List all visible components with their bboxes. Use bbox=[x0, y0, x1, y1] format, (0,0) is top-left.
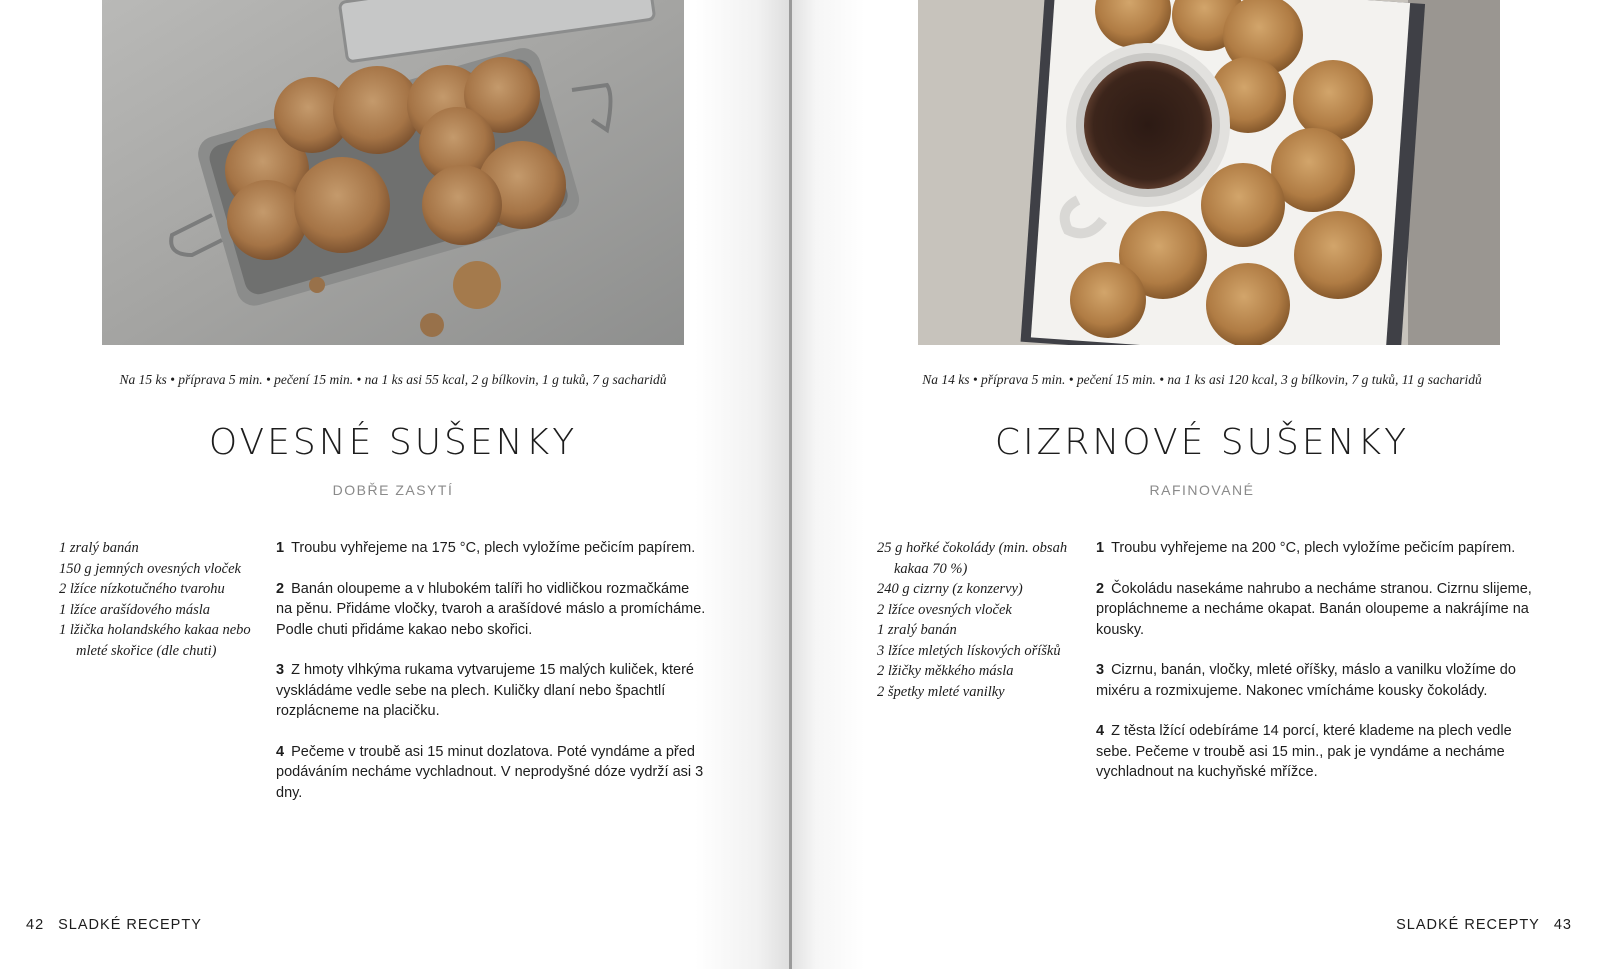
page-footer bbox=[26, 917, 202, 933]
page-number: 43 bbox=[1553, 917, 1572, 933]
ingredient-item: 1 zralý banán bbox=[59, 540, 139, 556]
ingredient-item: 1 zralý banán bbox=[877, 622, 957, 638]
ingredient-item: 240 g cizrny (z konzervy) bbox=[877, 581, 1023, 597]
ingredient-list bbox=[59, 538, 259, 661]
ingredient-item: 2 lžíce nízkotučného tvarohu bbox=[59, 581, 225, 597]
step-item bbox=[276, 742, 706, 804]
recipe-subtitle: RAFINOVANÉ bbox=[1149, 482, 1255, 498]
step-item bbox=[1096, 721, 1538, 783]
recipe-title: OVESNÉ SUŠENKY bbox=[208, 422, 578, 463]
recipe-meta: Na 15 ks • příprava 5 min. • pečení 15 min. • na 1 ks asi 55 kcal, 2 g bílkovin, 1 g tuků, 7 g sacharidů bbox=[119, 372, 667, 387]
ingredient-item: 2 lžičky měkkého másla bbox=[877, 663, 1014, 679]
recipe-title: CIZRNOVÉ SUŠENKY bbox=[994, 422, 1410, 463]
ingredient-item: 3 lžíce mletých lískových oříšků bbox=[877, 642, 1061, 659]
ingredient-item: 1 lžička holandského kakaa nebo mleté skořice (dle chuti) bbox=[59, 622, 251, 659]
step-item bbox=[1096, 538, 1538, 559]
page-number: 42 bbox=[26, 917, 45, 933]
step-item bbox=[1096, 579, 1538, 641]
recipe-meta: Na 14 ks • příprava 5 min. • pečení 15 min. • na 1 ks asi 120 kcal, 3 g bílkovin, 7 g tuků, 11 g sacharidů bbox=[922, 372, 1482, 387]
step-text: Cizrnu, banán, vločky, mleté oříšky, máslo a vanilku vložíme do mixéru a rozmixujeme. Nakonec vmícháme kousky čokolády. bbox=[1096, 662, 1516, 699]
section-name: SLADKÉ RECEPTY bbox=[58, 917, 202, 933]
step-number: 2 bbox=[1096, 580, 1105, 597]
recipe-subtitle: DOBŘE ZASYTÍ bbox=[332, 482, 454, 498]
ingredient-list bbox=[877, 538, 1077, 702]
ingredient-item: 25 g hořké čokolády (min. obsah kakaa 70 %) bbox=[877, 540, 1068, 577]
step-number: 1 bbox=[1096, 540, 1105, 556]
step-text: Z těsta lžící odebíráme 14 porcí, které klademe na plech vedle sebe. Pečeme v troubě asi 15 min., pak je vyndáme a necháme vychladnout na kuchyňské mřížce. bbox=[1096, 723, 1512, 780]
step-text: Pečeme v troubě asi 15 minut dozlatova. Poté vyndáme a před podáváním necháme vychladnout. V neprodyšné dóze vydrží asi 3 dny. bbox=[276, 743, 704, 801]
step-number: 4 bbox=[276, 743, 285, 760]
right-page bbox=[792, 0, 1600, 969]
section-name: SLADKÉ RECEPTY bbox=[1396, 917, 1540, 933]
left-page bbox=[0, 0, 790, 969]
step-item bbox=[276, 579, 706, 641]
step-text: Banán oloupeme a v hlubokém talíři ho vidličkou rozmačkáme na pěnu. Přidáme vločky, tvaroh a arašídové máslo a promícháme. Podle chuti přidáme kakao nebo skořici. bbox=[276, 580, 706, 638]
step-number: 1 bbox=[276, 540, 285, 556]
step-text: Troubu vyhřejeme na 175 °C, plech vyložíme pečicím papírem. bbox=[291, 540, 696, 556]
step-text: Z hmoty vlhkýma rukama vytvarujeme 15 malých kuliček, které vyskládáme vedle sebe na plech. Kuličky dlaní nebo špachtlí rozplácneme na placičku. bbox=[276, 662, 694, 719]
page-footer bbox=[1396, 917, 1572, 933]
ingredient-item: 2 lžíce ovesných vloček bbox=[877, 601, 1012, 618]
step-number: 2 bbox=[276, 580, 285, 597]
ingredient-item: 2 špetky mleté vanilky bbox=[877, 683, 1005, 700]
step-item bbox=[276, 660, 706, 722]
step-number: 3 bbox=[1096, 662, 1105, 678]
step-list bbox=[1096, 538, 1538, 803]
step-number: 4 bbox=[1096, 723, 1105, 739]
step-item bbox=[276, 538, 706, 559]
step-item bbox=[1096, 660, 1538, 701]
oat-cookies-photo bbox=[102, 0, 684, 345]
chickpea-cookies-photo bbox=[918, 0, 1500, 345]
ingredient-item: 1 lžíce arašídového másla bbox=[59, 601, 211, 618]
step-list bbox=[276, 538, 706, 823]
ingredient-item: 150 g jemných ovesných vloček bbox=[59, 560, 241, 577]
step-number: 3 bbox=[276, 662, 285, 678]
step-text: Čokoládu nasekáme nahrubo a necháme stranou. Cizrnu slijeme, propláchneme a necháme okapat. Banán oloupeme a nakrájíme na kousky. bbox=[1096, 580, 1532, 638]
step-text: Troubu vyhřejeme na 200 °C, plech vyložíme pečicím papírem. bbox=[1111, 540, 1516, 556]
